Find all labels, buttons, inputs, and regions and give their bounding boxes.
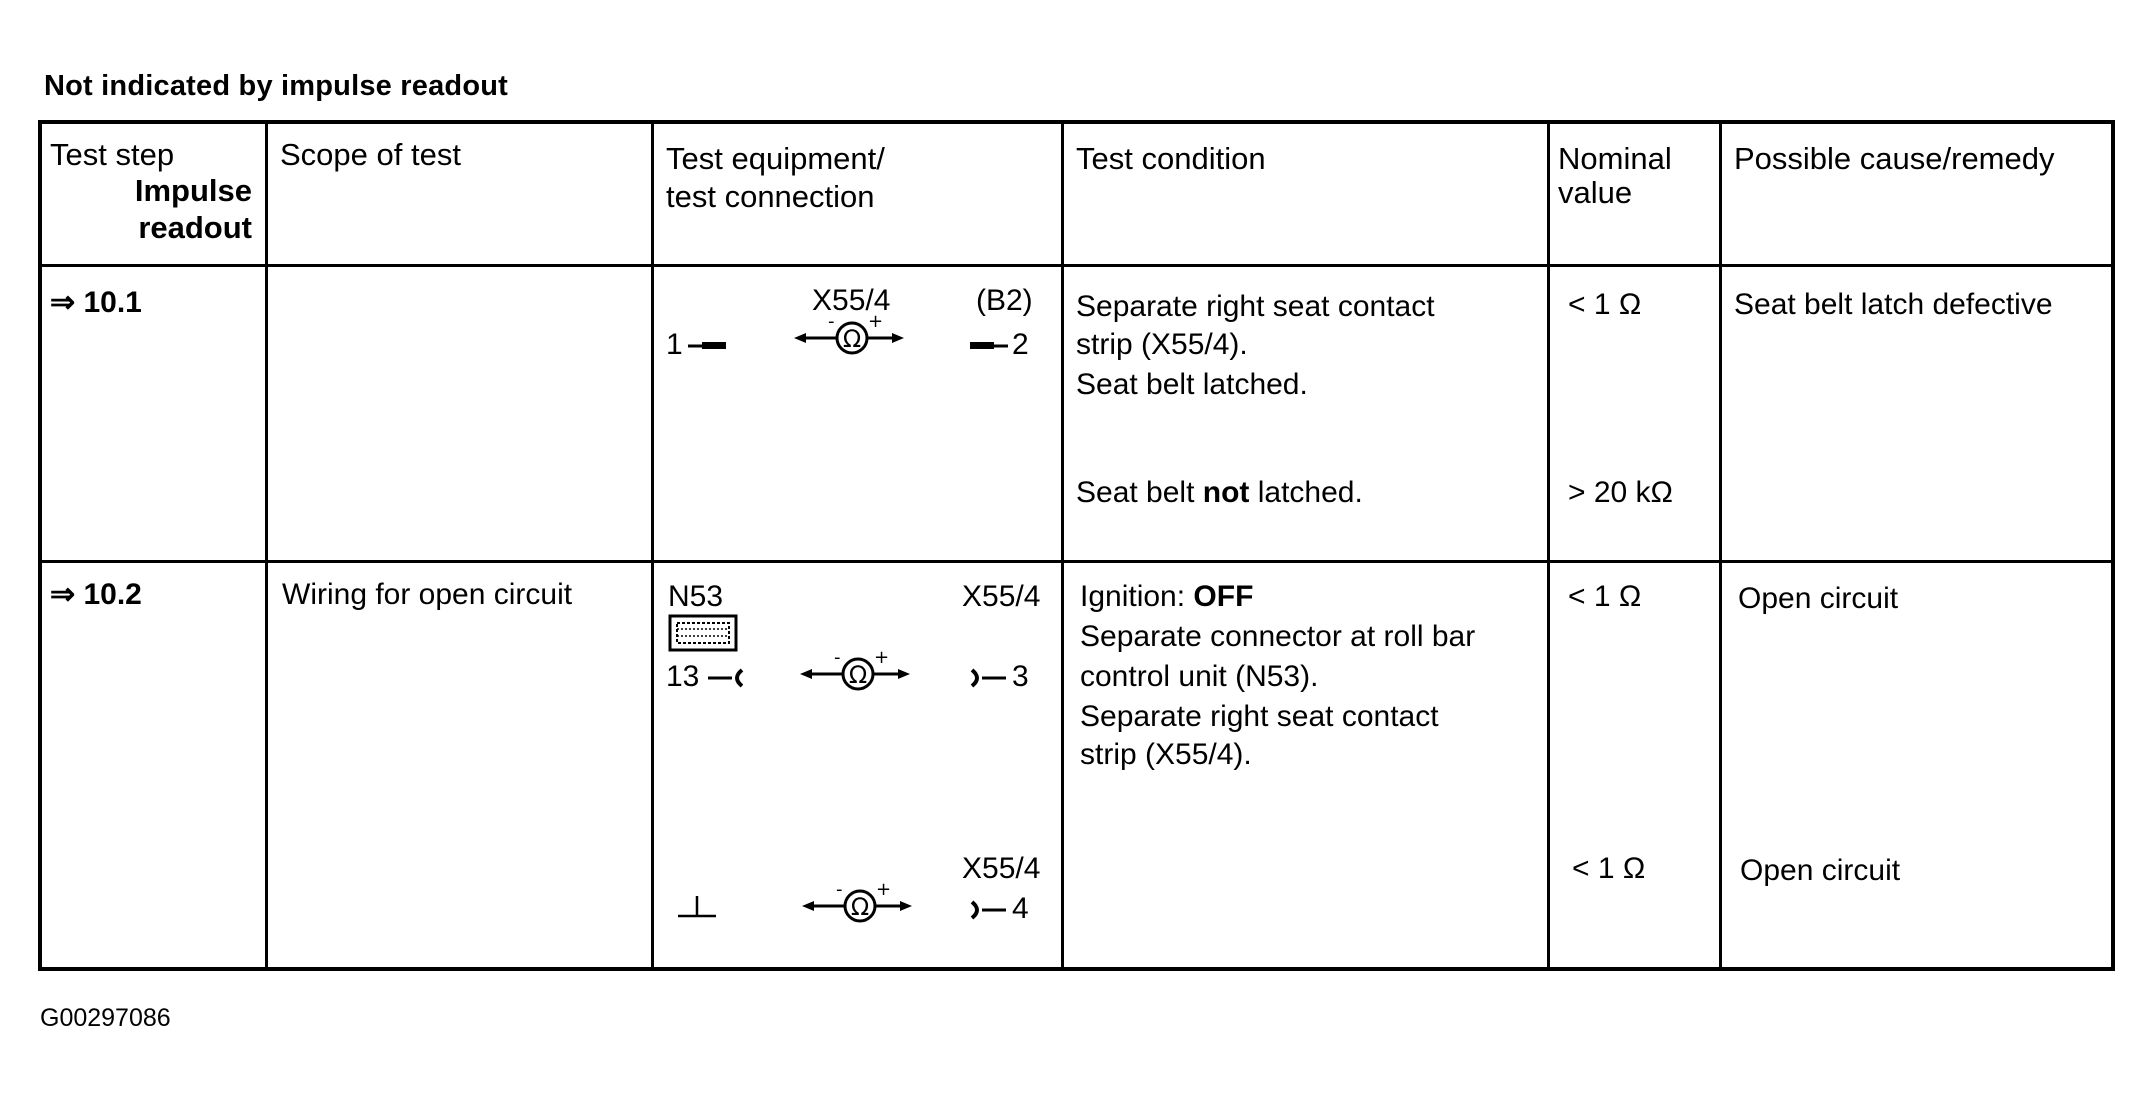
row2-condition-1: Separate connector at roll bar — [1080, 620, 1476, 653]
row2-cause-2: Open circuit — [1740, 854, 1901, 887]
header-readout: readout — [138, 210, 252, 245]
svg-text:-: - — [834, 650, 841, 668]
connector-icon — [968, 898, 1008, 922]
svg-text:Ω: Ω — [850, 893, 870, 921]
header-condition: Test condition — [1076, 141, 1266, 176]
column-divider — [651, 124, 654, 967]
row1-pin-right: 2 — [1012, 328, 1029, 361]
row1-step: ⇒ 10.1 — [50, 286, 142, 319]
row2-component-x55-second: X55/4 — [962, 852, 1041, 885]
row2-component-x55: X55/4 — [962, 580, 1041, 613]
svg-text:Ω: Ω — [842, 325, 862, 353]
header-connection: test connection — [666, 179, 875, 214]
row2-nominal-1: < 1 Ω — [1568, 580, 1642, 613]
svg-text:+: + — [876, 882, 892, 900]
svg-text:Ω: Ω — [848, 661, 868, 689]
column-divider — [265, 124, 268, 967]
figure-code: G00297086 — [40, 1004, 171, 1032]
row1-nominal-1: < 1 Ω — [1568, 288, 1642, 321]
row1-condition-3: Seat belt latched. — [1076, 368, 1308, 401]
header-equipment: Test equipment/ — [666, 141, 885, 176]
header-test-step: Test step — [50, 137, 175, 172]
row2-pin-right-2: 4 — [1012, 892, 1029, 925]
row2-pin-right: 3 — [1012, 660, 1029, 693]
header-cause: Possible cause/remedy — [1734, 141, 2055, 176]
header-value: value — [1558, 175, 1633, 210]
row2-nominal-2: < 1 Ω — [1572, 852, 1646, 885]
row1-cause: Seat belt latch defective — [1734, 288, 2053, 321]
connector-icon — [970, 338, 1010, 352]
row-divider — [42, 560, 2111, 563]
page-title: Not indicated by impulse readout — [44, 70, 509, 102]
column-divider — [1061, 124, 1064, 967]
row-divider — [42, 264, 2111, 267]
header-nominal: Nominal — [1558, 141, 1672, 176]
column-divider — [1547, 124, 1550, 967]
row1-condition-2: strip (X55/4). — [1076, 328, 1248, 361]
ohmmeter-icon — [794, 314, 904, 356]
svg-text:-: - — [836, 882, 843, 900]
row2-pin-left: 13 — [666, 660, 700, 693]
connector-icon — [968, 666, 1008, 690]
row1-nominal-2: > 20 kΩ — [1568, 476, 1673, 509]
row1-condition-4: Seat belt not latched. — [1076, 476, 1363, 509]
row2-scope: Wiring for open circuit — [282, 578, 573, 611]
svg-text:+: + — [874, 650, 890, 668]
column-divider — [1719, 124, 1722, 967]
row1-pin-left: 1 — [666, 328, 683, 361]
header-scope: Scope of test — [280, 137, 461, 172]
svg-text:-: - — [828, 314, 835, 332]
ohmmeter-icon — [802, 882, 912, 924]
control-unit-icon — [668, 614, 740, 654]
row2-condition-2: control unit (N53). — [1080, 660, 1319, 693]
test-table — [38, 120, 2115, 971]
svg-text:+: + — [868, 314, 884, 332]
ohmmeter-icon — [800, 650, 910, 692]
connector-icon — [688, 338, 728, 352]
row2-condition-4: strip (X55/4). — [1080, 738, 1252, 771]
row2-condition-3: Separate right seat contact — [1080, 700, 1439, 733]
row2-cause-1: Open circuit — [1738, 582, 1899, 615]
row2-condition-ignition: Ignition: OFF — [1080, 580, 1254, 613]
row2-component-n53: N53 — [668, 580, 724, 613]
header-impulse: Impulse — [134, 173, 252, 208]
ground-icon — [676, 894, 718, 920]
row1-component: X55/4 — [812, 284, 891, 317]
connector-icon — [706, 666, 746, 690]
row1-component-b2: (B2) — [976, 284, 1033, 317]
row1-condition-1: Separate right seat contact — [1076, 290, 1435, 323]
row2-step: ⇒ 10.2 — [50, 578, 142, 611]
